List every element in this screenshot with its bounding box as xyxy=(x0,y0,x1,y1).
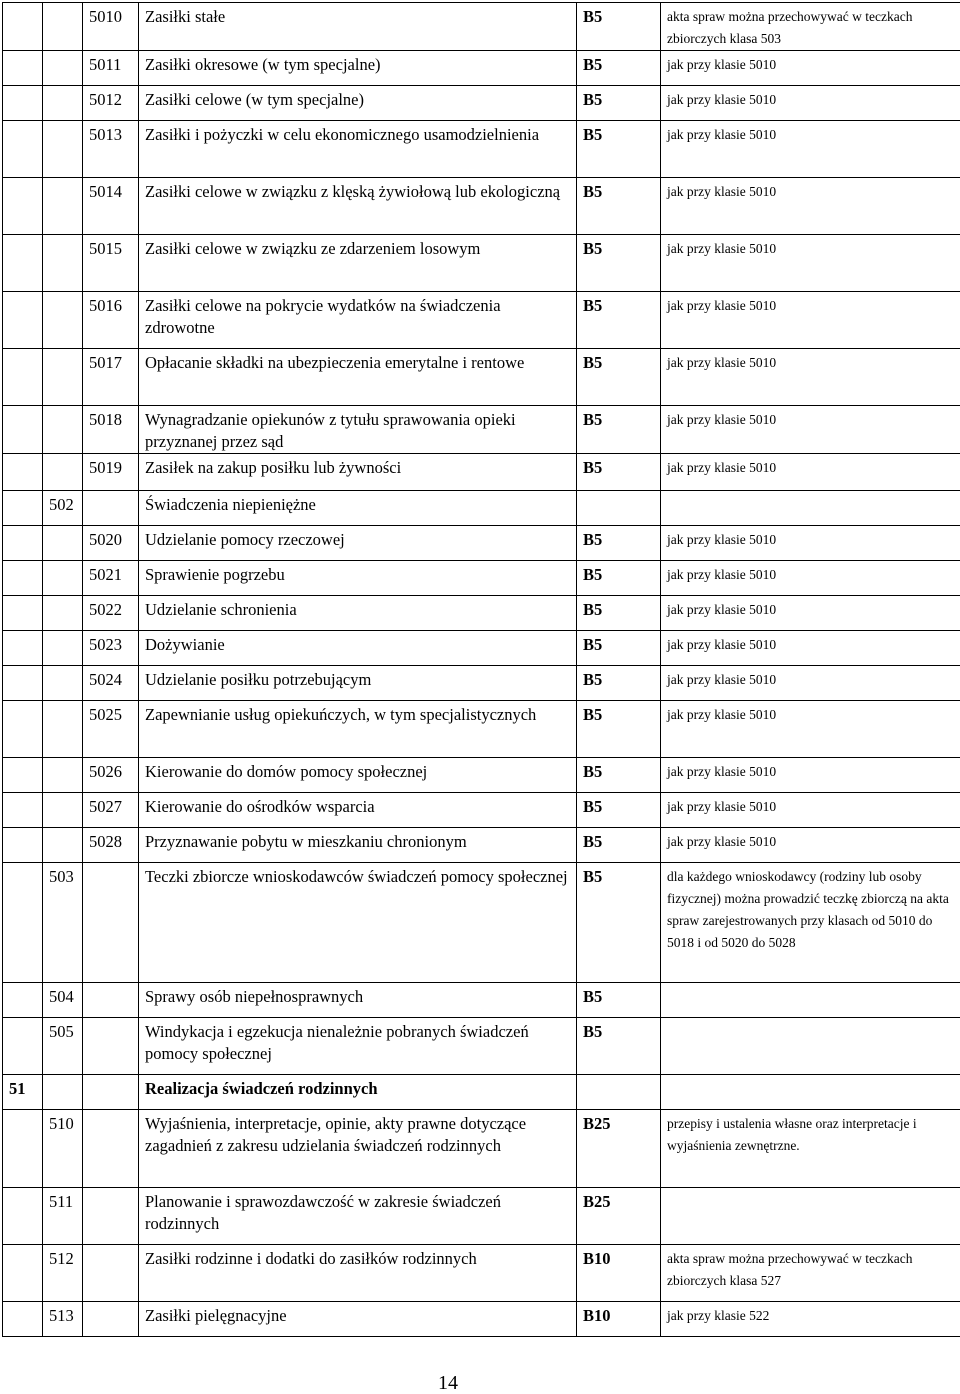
class-code-cell: 5026 xyxy=(83,758,139,793)
section-code-cell xyxy=(43,292,83,349)
class-title-cell: Planowanie i sprawozdawczość w zakresie świadczeń rodzinnych xyxy=(139,1188,577,1245)
class-code-cell: 5010 xyxy=(83,3,139,51)
section-code-cell: 502 xyxy=(43,491,83,526)
class-code-cell: 5017 xyxy=(83,349,139,406)
class-code-cell: 5016 xyxy=(83,292,139,349)
class-code-cell: 5014 xyxy=(83,178,139,235)
section-code-cell xyxy=(43,1075,83,1110)
group-code-cell xyxy=(3,666,43,701)
archive-category-cell: B5 xyxy=(577,758,661,793)
class-title-cell: Zasiłki celowe w związku z klęską żywiołową lub ekologiczną xyxy=(139,178,577,235)
archive-category-cell: B5 xyxy=(577,406,661,454)
group-code-cell xyxy=(3,292,43,349)
remarks-cell xyxy=(661,983,960,1018)
table-row xyxy=(3,1018,960,1075)
archive-category-cell: B5 xyxy=(577,983,661,1018)
table-row xyxy=(3,349,960,406)
remarks-cell: jak przy klasie 5010 xyxy=(661,292,960,349)
table-row xyxy=(3,491,960,526)
table-row xyxy=(3,526,960,561)
remarks-cell xyxy=(661,1188,960,1245)
group-code-cell xyxy=(3,631,43,666)
remarks-cell xyxy=(661,491,960,526)
table-row xyxy=(3,828,960,863)
group-code-cell xyxy=(3,491,43,526)
group-code-cell xyxy=(3,406,43,454)
section-code-cell xyxy=(43,596,83,631)
class-title-cell: Zasiłki i pożyczki w celu ekonomicznego usamodzielnienia xyxy=(139,121,577,178)
archive-category-cell: B5 xyxy=(577,235,661,292)
remarks-cell: jak przy klasie 5010 xyxy=(661,526,960,561)
class-title-cell: Kierowanie do domów pomocy społecznej xyxy=(139,758,577,793)
archive-category-cell: B5 xyxy=(577,863,661,983)
remarks-cell: jak przy klasie 5010 xyxy=(661,793,960,828)
table-row xyxy=(3,983,960,1018)
archive-category-cell: B25 xyxy=(577,1188,661,1245)
class-code-cell: 5011 xyxy=(83,51,139,86)
class-title-cell: Teczki zbiorcze wnioskodawców świadczeń pomocy społecznej xyxy=(139,863,577,983)
class-title-cell: Zasiłki pielęgnacyjne xyxy=(139,1302,577,1337)
table-row xyxy=(3,178,960,235)
group-code-cell xyxy=(3,863,43,983)
class-title-cell: Zasiłki celowe (w tym specjalne) xyxy=(139,86,577,121)
remarks-cell xyxy=(661,1018,960,1075)
archive-category-cell: B5 xyxy=(577,701,661,758)
remarks-cell: jak przy klasie 5010 xyxy=(661,235,960,292)
class-code-cell xyxy=(83,1245,139,1302)
remarks-cell: dla każdego wnioskodawcy (rodziny lub osoby fizycznej) można prowadzić teczkę zbiorczą na akta spraw zarejestrowanych przy klasach od 5010 do 5018 i od 5020 do 5028 xyxy=(661,863,960,983)
table-row xyxy=(3,1245,960,1302)
table-row xyxy=(3,3,960,51)
remarks-cell: jak przy klasie 5010 xyxy=(661,828,960,863)
archive-category-cell: B5 xyxy=(577,86,661,121)
class-code-cell: 5025 xyxy=(83,701,139,758)
section-code-cell xyxy=(43,793,83,828)
table-row xyxy=(3,1188,960,1245)
archive-category-cell: B25 xyxy=(577,1110,661,1188)
table-row xyxy=(3,1302,960,1337)
section-code-cell xyxy=(43,86,83,121)
remarks-cell: jak przy klasie 5010 xyxy=(661,51,960,86)
group-code-cell xyxy=(3,1110,43,1188)
group-code-cell xyxy=(3,758,43,793)
class-code-cell: 5015 xyxy=(83,235,139,292)
remarks-cell: jak przy klasie 5010 xyxy=(661,349,960,406)
section-code-cell: 511 xyxy=(43,1188,83,1245)
group-code-cell xyxy=(3,178,43,235)
archive-category-cell: B5 xyxy=(577,121,661,178)
archive-category-cell: B5 xyxy=(577,292,661,349)
archive-category-cell xyxy=(577,491,661,526)
class-code-cell xyxy=(83,1188,139,1245)
group-code-cell xyxy=(3,1302,43,1337)
class-title-cell: Zasiłek na zakup posiłku lub żywności xyxy=(139,454,577,491)
group-code-cell xyxy=(3,349,43,406)
table-row xyxy=(3,666,960,701)
section-code-cell xyxy=(43,561,83,596)
remarks-cell: jak przy klasie 5010 xyxy=(661,454,960,491)
group-code-cell xyxy=(3,235,43,292)
table-row xyxy=(3,292,960,349)
class-code-cell xyxy=(83,983,139,1018)
class-title-cell: Zasiłki stałe xyxy=(139,3,577,51)
remarks-cell: przepisy i ustalenia własne oraz interpretacje i wyjaśnienia zewnętrzne. xyxy=(661,1110,960,1188)
class-title-cell: Opłacanie składki na ubezpieczenia emerytalne i rentowe xyxy=(139,349,577,406)
archive-category-cell xyxy=(577,1075,661,1110)
class-title-cell: Zasiłki celowe na pokrycie wydatków na świadczenia zdrowotne xyxy=(139,292,577,349)
class-code-cell: 5024 xyxy=(83,666,139,701)
remarks-cell: jak przy klasie 5010 xyxy=(661,758,960,793)
class-title-cell: Wyjaśnienia, interpretacje, opinie, akty prawne dotyczące zagadnień z zakresu udzielania świadczeń rodzinnych xyxy=(139,1110,577,1188)
class-title-cell: Sprawy osób niepełnosprawnych xyxy=(139,983,577,1018)
class-title-cell: Świadczenia niepieniężne xyxy=(139,491,577,526)
class-code-cell: 5021 xyxy=(83,561,139,596)
group-code-cell xyxy=(3,454,43,491)
section-code-cell xyxy=(43,235,83,292)
class-code-cell: 5020 xyxy=(83,526,139,561)
table-body xyxy=(3,3,960,1337)
group-code-cell xyxy=(3,983,43,1018)
archive-category-cell: B5 xyxy=(577,561,661,596)
group-code-cell xyxy=(3,1245,43,1302)
group-code-cell xyxy=(3,51,43,86)
class-title-cell: Przyznawanie pobytu w mieszkaniu chronionym xyxy=(139,828,577,863)
archive-category-cell: B5 xyxy=(577,454,661,491)
section-code-cell: 504 xyxy=(43,983,83,1018)
table-row xyxy=(3,121,960,178)
group-code-cell xyxy=(3,121,43,178)
class-code-cell: 5028 xyxy=(83,828,139,863)
remarks-cell: jak przy klasie 5010 xyxy=(661,561,960,596)
class-code-cell: 5018 xyxy=(83,406,139,454)
group-code-cell: 51 xyxy=(3,1075,43,1110)
group-code-cell xyxy=(3,596,43,631)
class-title-cell: Zasiłki celowe w związku ze zdarzeniem losowym xyxy=(139,235,577,292)
table-row xyxy=(3,631,960,666)
class-title-cell: Wynagradzanie opiekunów z tytułu sprawowania opieki przyznanej przez sąd xyxy=(139,406,577,454)
class-code-cell xyxy=(83,1075,139,1110)
archive-category-cell: B5 xyxy=(577,666,661,701)
group-code-cell xyxy=(3,793,43,828)
page-number: 14 xyxy=(438,1372,458,1394)
section-code-cell: 513 xyxy=(43,1302,83,1337)
table-row xyxy=(3,701,960,758)
archive-category-cell: B5 xyxy=(577,3,661,51)
group-code-cell xyxy=(3,561,43,596)
class-title-cell: Zapewnianie usług opiekuńczych, w tym specjalistycznych xyxy=(139,701,577,758)
archive-category-cell: B5 xyxy=(577,178,661,235)
archive-category-cell: B5 xyxy=(577,51,661,86)
section-code-cell xyxy=(43,51,83,86)
group-code-cell xyxy=(3,828,43,863)
archive-category-cell: B5 xyxy=(577,631,661,666)
class-code-cell: 5012 xyxy=(83,86,139,121)
remarks-cell: akta spraw można przechowywać w teczkach zbiorczych klasa 503 xyxy=(661,3,960,51)
records-classification-table xyxy=(2,2,960,1337)
class-code-cell xyxy=(83,1302,139,1337)
section-code-cell xyxy=(43,454,83,491)
class-code-cell xyxy=(83,1110,139,1188)
archive-category-cell: B5 xyxy=(577,828,661,863)
class-title-cell: Windykacja i egzekucja nienależnie pobranych świadczeń pomocy społecznej xyxy=(139,1018,577,1075)
table-row xyxy=(3,758,960,793)
class-title-cell: Dożywianie xyxy=(139,631,577,666)
class-code-cell: 5013 xyxy=(83,121,139,178)
class-title-cell: Kierowanie do ośrodków wsparcia xyxy=(139,793,577,828)
section-code-cell xyxy=(43,828,83,863)
section-code-cell: 503 xyxy=(43,863,83,983)
remarks-cell: akta spraw można przechowywać w teczkach zbiorczych klasa 527 xyxy=(661,1245,960,1302)
remarks-cell: jak przy klasie 5010 xyxy=(661,701,960,758)
class-code-cell xyxy=(83,863,139,983)
remarks-cell: jak przy klasie 5010 xyxy=(661,406,960,454)
group-code-cell xyxy=(3,701,43,758)
table-row xyxy=(3,1110,960,1188)
table-row xyxy=(3,235,960,292)
table-row xyxy=(3,51,960,86)
section-code-cell xyxy=(43,631,83,666)
class-title-cell: Zasiłki rodzinne i dodatki do zasiłków rodzinnych xyxy=(139,1245,577,1302)
class-title-cell: Realizacja świadczeń rodzinnych xyxy=(139,1075,577,1110)
group-code-cell xyxy=(3,1188,43,1245)
table-row xyxy=(3,406,960,454)
archive-category-cell: B5 xyxy=(577,526,661,561)
table-row xyxy=(3,596,960,631)
group-code-cell xyxy=(3,1018,43,1075)
class-code-cell: 5023 xyxy=(83,631,139,666)
archive-category-cell: B10 xyxy=(577,1302,661,1337)
group-code-cell xyxy=(3,86,43,121)
archive-category-cell: B5 xyxy=(577,793,661,828)
table-row xyxy=(3,454,960,491)
section-code-cell xyxy=(43,701,83,758)
class-code-cell xyxy=(83,1018,139,1075)
class-code-cell xyxy=(83,491,139,526)
remarks-cell: jak przy klasie 5010 xyxy=(661,178,960,235)
archive-category-cell: B10 xyxy=(577,1245,661,1302)
section-code-cell: 512 xyxy=(43,1245,83,1302)
section-code-cell xyxy=(43,349,83,406)
remarks-cell: jak przy klasie 5010 xyxy=(661,596,960,631)
remarks-cell: jak przy klasie 5010 xyxy=(661,121,960,178)
class-code-cell: 5019 xyxy=(83,454,139,491)
table-row xyxy=(3,863,960,983)
class-title-cell: Sprawienie pogrzebu xyxy=(139,561,577,596)
archive-category-cell: B5 xyxy=(577,349,661,406)
section-code-cell: 505 xyxy=(43,1018,83,1075)
class-code-cell: 5027 xyxy=(83,793,139,828)
class-code-cell: 5022 xyxy=(83,596,139,631)
remarks-cell: jak przy klasie 5010 xyxy=(661,666,960,701)
class-title-cell: Udzielanie posiłku potrzebującym xyxy=(139,666,577,701)
class-title-cell: Udzielanie pomocy rzeczowej xyxy=(139,526,577,561)
section-code-cell: 510 xyxy=(43,1110,83,1188)
remarks-cell xyxy=(661,1075,960,1110)
section-code-cell xyxy=(43,121,83,178)
section-code-cell xyxy=(43,406,83,454)
remarks-cell: jak przy klasie 522 xyxy=(661,1302,960,1337)
archive-category-cell: B5 xyxy=(577,1018,661,1075)
section-code-cell xyxy=(43,178,83,235)
archive-category-cell: B5 xyxy=(577,596,661,631)
group-code-cell xyxy=(3,526,43,561)
table-row xyxy=(3,86,960,121)
class-title-cell: Udzielanie schronienia xyxy=(139,596,577,631)
section-code-cell xyxy=(43,526,83,561)
table-row xyxy=(3,561,960,596)
table-row xyxy=(3,1075,960,1110)
table-row xyxy=(3,793,960,828)
section-code-cell xyxy=(43,666,83,701)
group-code-cell xyxy=(3,3,43,51)
remarks-cell: jak przy klasie 5010 xyxy=(661,86,960,121)
class-title-cell: Zasiłki okresowe (w tym specjalne) xyxy=(139,51,577,86)
section-code-cell xyxy=(43,758,83,793)
remarks-cell: jak przy klasie 5010 xyxy=(661,631,960,666)
section-code-cell xyxy=(43,3,83,51)
